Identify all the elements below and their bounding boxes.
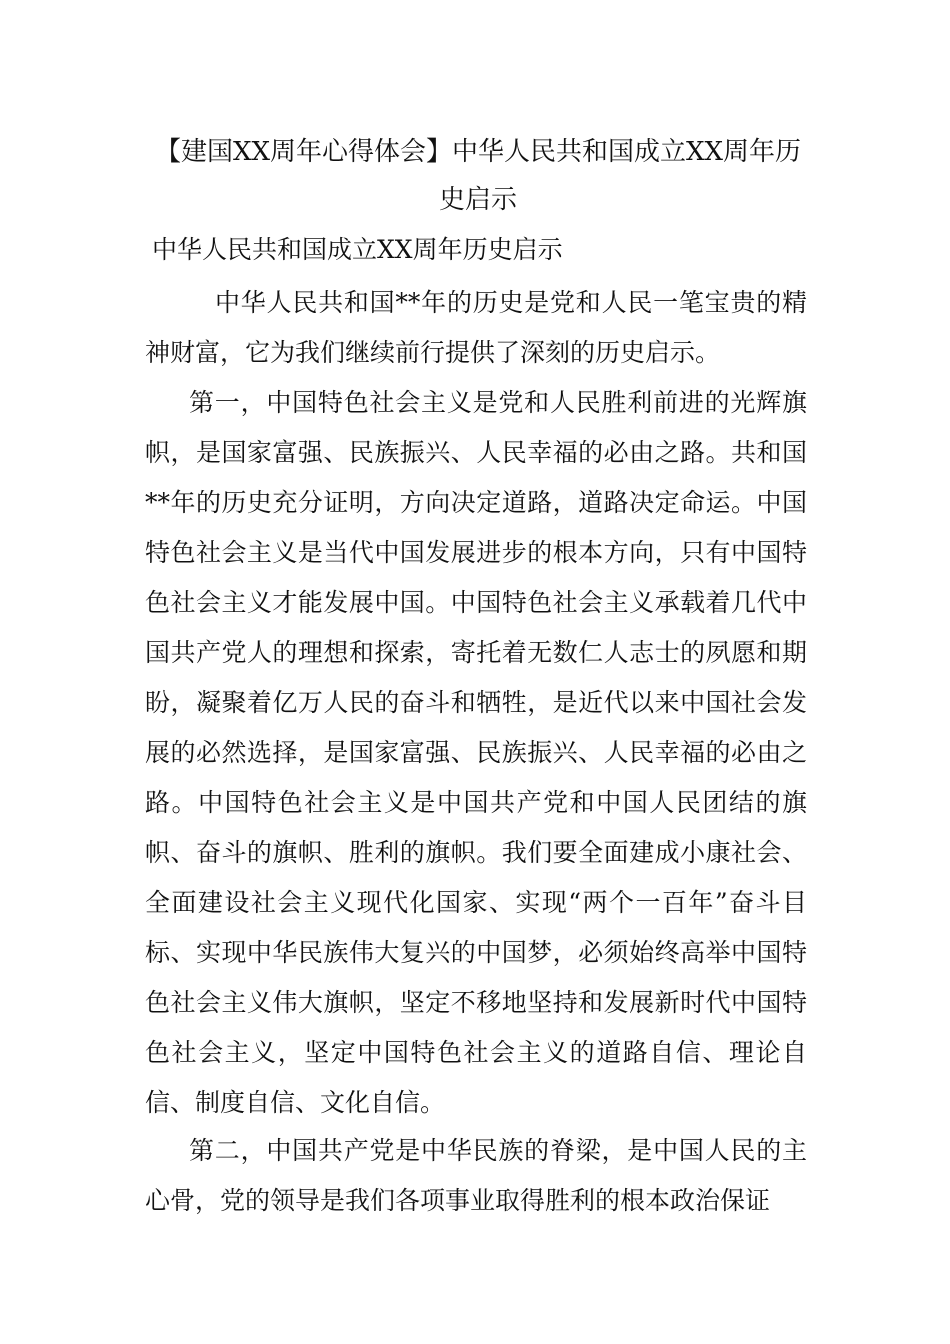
paragraph-first-point: 第一，中国特色社会主义是党和人民胜利前进的光辉旗帜，是国家富强、民族振兴、人民幸福的必由之路。共和国**年的历史充分证明，方向决定道路，道路决定命运。中国特色社会主义是当代中国发展进步的根本方向，只有中国特色社会主义才能发展中国。中国特色社会主义承载着几代中国共产党人的理想和探索，寄托着无数仁人志士的夙愿和期盼，凝聚着亿万人民的奋斗和牺牲，是近代以来中国社会发展的必然选择，是国家富强、民族振兴、人民幸福的必由之路。中国特色社会主义是中国共产党和中国人民团结的旗帜、奋斗的旗帜、胜利的旗帜。我们要全面建成小康社会、全面建设社会主义现代化国家、实现“两个一百年”奋斗目标、实现中华民族伟大复兴的中国梦，必须始终高举中国特色社会主义伟大旗帜，坚定不移地坚持和发展新时代中国特色社会主义，坚定中国特色社会主义的道路自信、理论自信、制度自信、文化自信。	[145, 388, 807, 1117]
document-subtitle: 中华人民共和国成立XX周年历史启示	[152, 235, 563, 264]
paragraph-second-point: 第二，中国共产党是中华民族的脊梁，是中国人民的主心骨，党的领导是我们各项事业取得胜利的根本政治保证	[145, 1136, 807, 1215]
paragraph-intro: 中华人民共和国**年的历史是党和人民一笔宝贵的精神财富，它为我们继续前行提供了深刻的历史启示。	[145, 288, 807, 367]
document-title: 【建国XX周年心得体会】中华人民共和国成立XX周年历史启示	[154, 137, 802, 215]
